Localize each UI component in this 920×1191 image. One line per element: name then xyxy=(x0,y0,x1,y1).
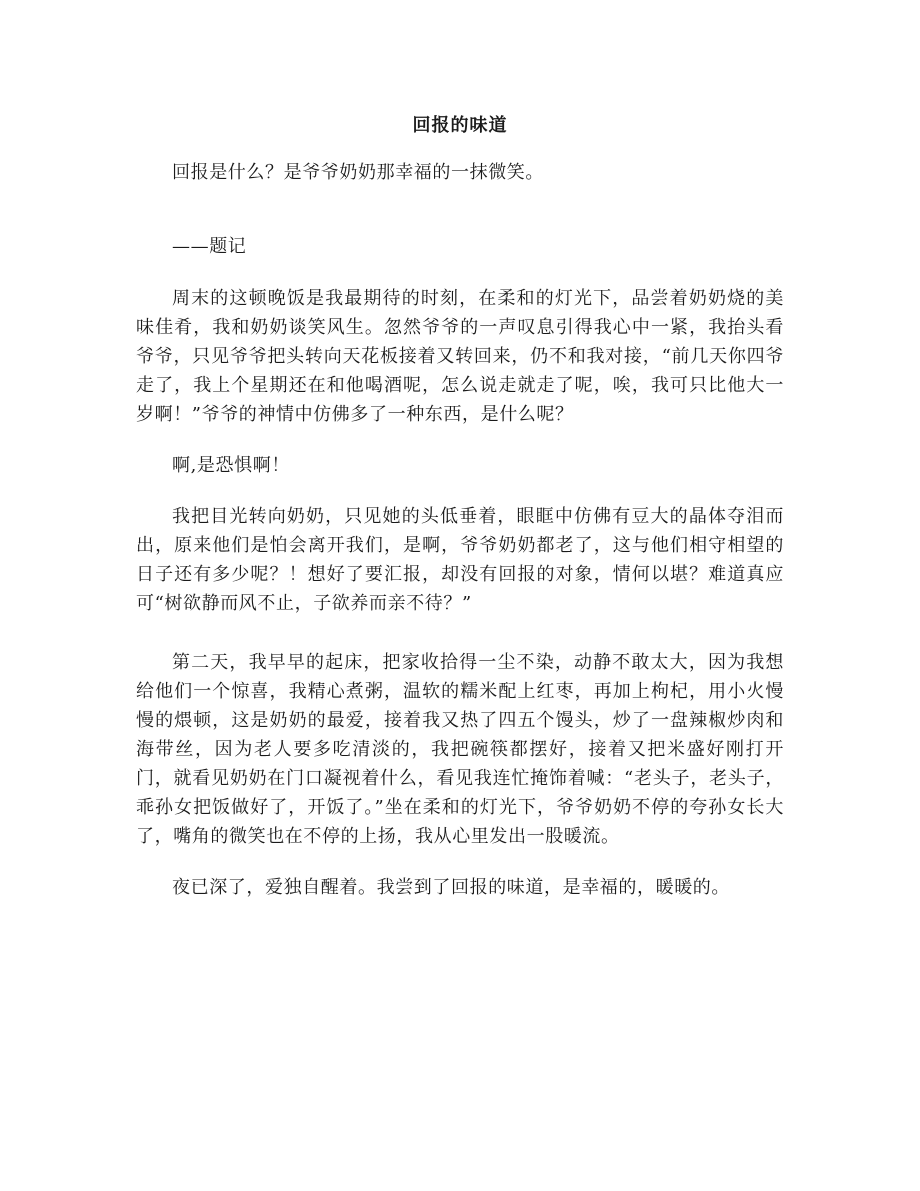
epigraph-paragraph: 回报是什么？是爷爷奶奶那幸福的一抹微笑。 xyxy=(172,162,544,183)
body-paragraph-fear: 啊,是恐惧啊！ xyxy=(172,455,290,476)
body-paragraph-dinner: 周末的这顿晚饭是我最期待的时刻，在柔和的灯光下，品尝着奶奶烧的美味佳肴，我和奶奶谈笑风生。忽然爷爷的一声叹息引得我心中一紧，我抬头看爷爷，只见爷爷把头转向天花板接着又转回来，仍不和我对接，“前几天你四爷走了，我上个星期还在和他喝酒呢，怎么说走就走了呢，唉，我可只比他大一岁啊！”爷爷的神情中仿佛多了一种东西，是什么呢？ xyxy=(136,288,784,425)
body-paragraph-next-day: 第二天，我早早的起床，把家收拾得一尘不染，动静不敢太大，因为我想给他们一个惊喜，我精心煮粥，温软的糯米配上红枣，再加上枸杞，用小火慢慢的煨顿，这是奶奶的最爱，接着我又热了四五个馒头，炒了一盘辣椒炒肉和海带丝，因为老人要多吃清淡的，我把碗筷都摆好，接着又把米盛好刚打开门，就看见奶奶在门口凝视着什么，看见我连忙掩饰着喊：“老头子，老头子，乖孙女把饭做好了，开饭了。”坐在柔和的灯光下，爷爷奶奶不停的夸孙女长大了，嘴角的微笑也在不停的上扬，我从心里发出一股暖流。 xyxy=(136,652,784,847)
epigraph-attribution: ——题记 xyxy=(172,236,247,257)
document-title: 回报的味道 xyxy=(412,115,508,136)
document-body xyxy=(136,158,784,902)
body-paragraph-closing: 夜已深了，爱独自醒着。我尝到了回报的味道，是幸福的，暖暖的。 xyxy=(172,877,730,898)
body-paragraph-grandma: 我把目光转向奶奶，只见她的头低垂着，眼眶中仿佛有豆大的晶体夺泪而出，原来他们是怕会离开我们，是啊，爷爷奶奶都老了，这与他们相守相望的日子还有多少呢？！想好了要汇报，却没有回报的对象，情何以堪？难道真应可“树欲静而风不止，子欲养而亲不待？” xyxy=(136,506,784,614)
